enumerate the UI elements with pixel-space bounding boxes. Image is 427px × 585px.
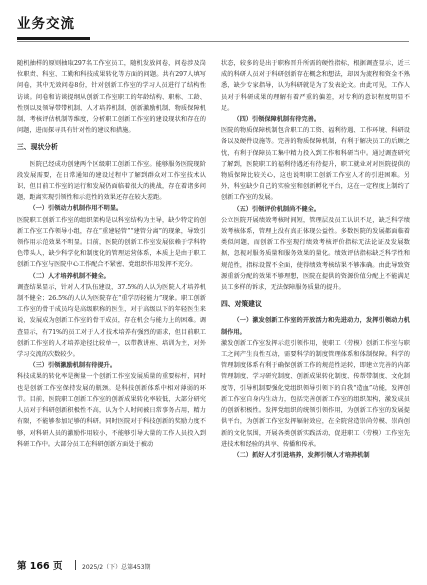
section-title: 业务交流 [17,16,75,32]
title-underline-accent [17,37,90,40]
section-heading: 四、对策建议 [221,300,262,309]
body-paragraph: 调查结果显示，针对人才队伍建设，37.5%的人认为医院人才培养机制不健全；26.5%的人认为医院存在“重学历轻能力”现象。职工创新工作室的骨干成员均是高级职称的医生，对于高级以下的年轻医生来说，发展成为创新工作室的骨干成员，存在机会与能力上的困难。调查显示，有71%的员工对于人才技术培养有强烈的需求，但目前职工创新工作室的人才培养途径比较单一，以带教讲座、培训为主，对外学习交流的次数较少。 [17,283,206,359]
body-paragraph: 随机抽样的原则抽取297名工作室员工，随机发放问卷，问卷涉及岗位职责、科室、工勤和科技成果转化等方面的问题。共有297人填写问卷，其中无效问卷8份，针对创新工作室的学习人员进行了结构性访谈。问卷和访谈提纲从创新工作室职工的年龄结构、职称、工龄、性别以及领导带带机制、人才培养机制、创新激励机制、物质保障机制、考核评估机制等维度，分析职工创新工作室的建设现状和存在的问题，进而探寻具有针对性的建议和措施。 [17,60,206,135]
body-paragraph: 激发创新工作室发挥示范引领作用，使职工（劳模）创新工作室与职工之间产生良性互动，需要科学的制度管理体系和体制保障。科学的管理制度体系有利于确保创新工作的规范性运转，即建立完善的内部管理制度、学习研究制度、创新成果转化制度、传帮带制度、文化制度等，引导机制要强化党组织领导引领下的自我“造血”功能，发挥创新工作室自身内生动力，包括完善创新工作室的组织架构，激发成员的创新积极性。发挥党组织的统领引领作用，为创新工作室的发展提供平台，为创新工作室发挥辐射效应，在全院营造崇尚劳模、崇尚创新的文化氛围，开展各类创新实践活动，促进职工（劳模）工作室先进技术和经验的共享、传播和传承。 [221,339,410,448]
body-paragraph: 医院的物质保障机制包含职工的工资、福利待遇、工作环境、科研设备以及硬件设施等。完善的物质保障机制，有利于解决员工的后顾之忧，有利于保障员工集中精力投入到工作和科研当中。通过调查研究了解到，医院职工的福利待遇还有待提升，职工就业对对医院提供的物质保障比较关心，这也说明职工创新工作室人才的引进困难。另外，科室缺少自己的实验室和创新孵化平台，这在一定程度上制约了创新工作室的发展。 [221,127,410,202]
body-paragraph: 状态，较多的是出于职称晋升所需的硬性指标，根据调查显示，近三成的科研人员对于科研创新存在概念和想法，却因为流程和资金不熟悉，缺少专家指导，认为科研就是为了发表论文。由此可见，工作人员对于科研成果的理解有着严重的偏差，对专利的意识程度明显不足。 [221,60,410,112]
subsection-heading: （四）引领保障机制有待完善。 [233,116,321,124]
body-paragraph: 科技成果的转化率是衡量一个创新工作室发展质量的重要标杆，同时也是创新工作室保持发展的瓶颈。是科技创新体系中相对薄弱的环节。目前，医院职工创新工作室的创新成果转化率较低，大部分研究人员对于科研创新积极性不高，认为个人时间被日常事务占用，精力有限，不能够参加足够的科研。同时医院对于科技创新的奖励力度不够，对科研人员的激励作用较小，不能够引导大量的工作人员投入到科研工作中。大部分员工在科研创新方面处于被动 [17,373,206,448]
subsection-heading: （一）引领动力机制作用不明显。 [29,205,123,213]
subsection-heading: （五）引领评价机制尚不健全。 [233,205,321,213]
right-column [221,58,410,546]
body-paragraph: 医院职工创新工作室的组织架构是以科室结构为主导，缺少特定的创新工作室工作领导小组，存在“重建轻管”“建管分离”的现象，导致引领作用示范效果不明显。目前，医院的创新工作室发展依赖于学科特色带头人，缺少科学化和制度化的管理运营体系，本质上是由于职工创新工作室与医院中心工作配合不紧密、党组织作用发挥不充分。 [17,216,206,269]
page-header [17,12,409,46]
subsection-heading: （二）人才培养机制不健全。 [29,272,110,280]
left-column [17,58,206,546]
footer-separator [75,560,76,570]
subsection-heading: （三）引领激励机制有待提升。 [29,362,117,370]
body-paragraph: 医院已经成功创建两个区级职工创新工作室。能够服务医院现阶段发展需要，在日常通知的建设过程中了解到群众对工作室技术认识，但目前工作室的运行和发展仍面临着很大的挑战，存在着诸多问题，距离实现引领性和示范性的效果还存在较大差距。 [17,160,206,202]
issue-info: 2025/2（下）总第453期 [82,564,151,571]
page-footer [17,556,409,576]
subsection-heading: （一）激发创新工作室的开放活力和先进动力，发挥引领动力机制作用。 [221,317,410,336]
body-paragraph: 公立医院开展绩效考核时间短，管理层及员工认识不足，缺乏科学绩效考核体系，管理上没有真正体现公益性。多数医院的发展都面临着类似问题，而创新工作室现行绩效考核评价指标无法论证及发展数据，忽视对服务质量和服务效果的量化。绩效评估指标缺乏科学性和规范性，指标设置不全面，使得绩效考核结果不够准确。由此导致资源重新分配的效果不够理想，医院在提供的资源价值分配上不能满足员工多样的诉求，无法保障服务质量的提升。 [221,216,410,292]
section-heading: 三、现状分析 [17,143,58,152]
subsection-heading: （二）抓好人才引进培养，发挥引领人才培养机制 [233,451,370,459]
page-number: 第 166 页 [17,561,63,572]
title-underline-rule [17,41,409,42]
